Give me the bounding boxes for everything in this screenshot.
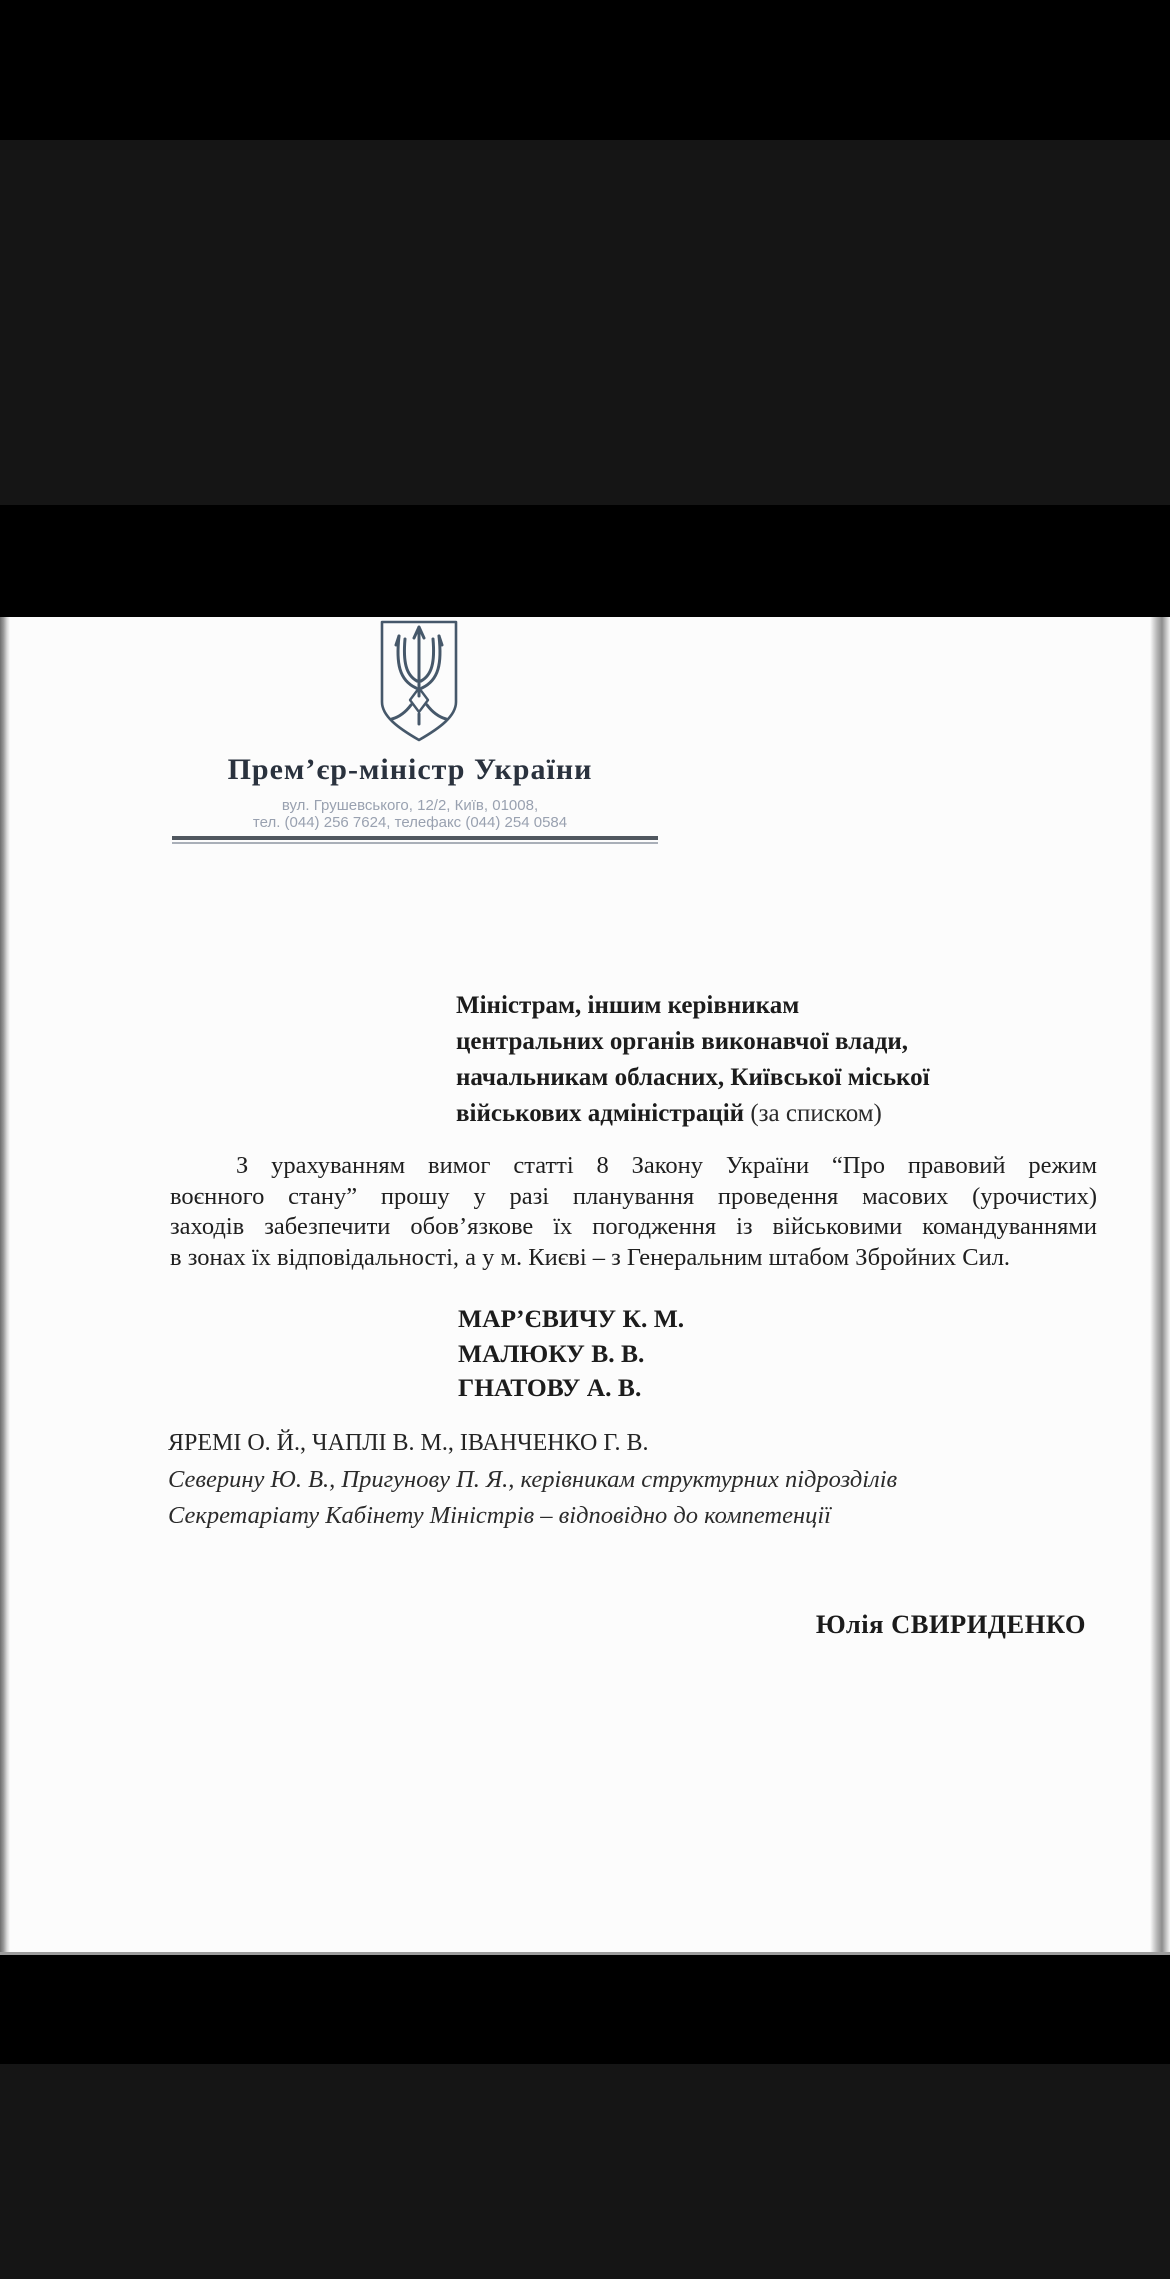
recipient-line4-note: (за списком) bbox=[750, 1100, 882, 1127]
document-content bbox=[0, 617, 1170, 1952]
ukraine-trident-emblem-icon bbox=[371, 618, 467, 749]
recipient-line: начальникам обласних, Київської міської bbox=[456, 1064, 930, 1091]
addressee-name: МАЛЮКУ В. В. bbox=[458, 1338, 645, 1368]
recipient-line bbox=[456, 1096, 1056, 1132]
cc-line-italic: Северину Ю. В., Пригунову П. Я., керівникам структурних підрозділів bbox=[168, 1465, 898, 1493]
body-line: в зонах їх відповідальності, а у м. Києві – з Генеральним штабом Збройних Сил. bbox=[170, 1243, 1011, 1271]
document-page bbox=[0, 617, 1170, 1955]
body-line: З урахуванням вимог статті 8 Закону України “Про правовий режим bbox=[236, 1152, 1097, 1179]
addressee-name: ГНАТОВУ А. В. bbox=[458, 1373, 642, 1402]
letterhead-address-line1: вул. Грушевського, 12/2, Київ, 01008, bbox=[281, 797, 539, 814]
recipient-line4-bold: військових адміністрацій bbox=[456, 1100, 745, 1127]
letterhead-address bbox=[140, 797, 680, 831]
top-dark-band bbox=[0, 140, 1170, 505]
body-paragraph bbox=[170, 1151, 1097, 1273]
bottom-dark-band bbox=[0, 2064, 1170, 2279]
cc-line-caps: ЯРЕМІ О. Й., ЧАПЛІ В. М., ІВАНЧЕНКО Г. В. bbox=[168, 1430, 649, 1456]
body-line: воєнного стану” прошу у разі планування проведення масових (урочистих) bbox=[170, 1182, 1097, 1210]
signature-name: Юлія СВИРИДЕНКО bbox=[815, 1609, 1086, 1639]
divider-dark-line bbox=[172, 836, 658, 840]
divider-light-line bbox=[172, 842, 658, 844]
cc-line-italic: Секретаріату Кабінету Міністрів – відповідно до компетенції bbox=[168, 1502, 831, 1530]
page-right-edge bbox=[1150, 617, 1170, 1952]
addressee-name: МАР’ЄВИЧУ К. М. bbox=[458, 1304, 685, 1333]
cc-block bbox=[168, 1425, 897, 1535]
letterhead-title: Прем’єр-міністр України bbox=[227, 753, 593, 786]
addressees-block bbox=[458, 1302, 684, 1406]
body-line: заходів забезпечити обов’язкове їх погодження із військовими командуваннями bbox=[170, 1213, 1097, 1241]
recipient-block bbox=[456, 988, 1056, 1132]
page-left-edge bbox=[0, 617, 10, 1952]
letterhead-address-line2: тел. (044) 256 7624, телефакс (044) 254 0584 bbox=[252, 814, 568, 831]
recipient-line: Міністрам, іншим керівникам bbox=[456, 992, 800, 1019]
letterhead-divider bbox=[172, 836, 658, 844]
recipient-line: центральних органів виконавчої влади, bbox=[456, 1028, 909, 1055]
